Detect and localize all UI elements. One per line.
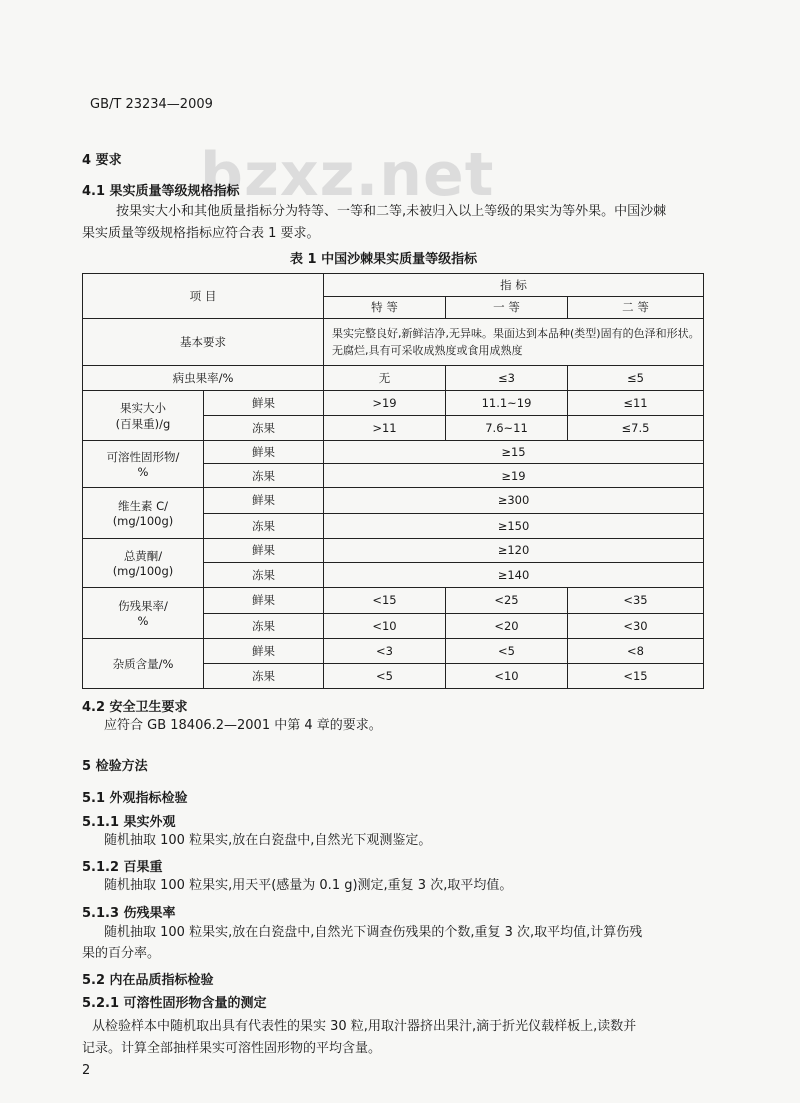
- frozen-fruit-label: 冻果: [204, 563, 324, 588]
- cell-value: <30: [568, 613, 704, 639]
- basic-requirement-label: 基本要求: [83, 319, 324, 365]
- section-4-1-para-line1: 按果实大小和其他质量指标分为特等、一等和二等,未被归入以上等级的果实为等外果。中国沙棘: [116, 204, 667, 219]
- cell-value: >11: [324, 416, 446, 441]
- cell-value: ≥300: [324, 488, 704, 514]
- section-5-1-1-title: 5.1.1 果实外观: [82, 815, 176, 830]
- fresh-fruit-label: 鲜果: [204, 391, 324, 416]
- cell-value: 7.6~11: [446, 416, 568, 441]
- fresh-fruit-label: 鲜果: [204, 639, 324, 664]
- section-4-title: 4 要求: [82, 153, 122, 168]
- cell-value: >19: [324, 391, 446, 416]
- section-4-2-title: 4.2 安全卫生要求: [82, 700, 188, 715]
- cell-value: ≤7.5: [568, 416, 704, 441]
- section-5-title: 5 检验方法: [82, 759, 148, 774]
- cell-value: <3: [324, 639, 446, 664]
- section-5-2-1-para-line1: 从检验样本中随机取出具有代表性的果实 30 粒,用取汁器挤出果汁,滴于折光仪载样板上,读数并: [92, 1019, 637, 1034]
- cell-value: ≤11: [568, 391, 704, 416]
- frozen-fruit-label: 冻果: [204, 613, 324, 639]
- frozen-fruit-label: 冻果: [204, 464, 324, 488]
- cell-value: <25: [446, 587, 568, 613]
- section-5-1-3-para-line1: 随机抽取 100 粒果实,放在白瓷盘中,自然光下调查伤残果的个数,重复 3 次,取平均值,计算伤残: [104, 925, 643, 940]
- vitamin-c-label: 维生素 C/ (mg/100g): [83, 488, 204, 538]
- header-index: 指 标: [324, 274, 704, 297]
- cell-value: <5: [446, 639, 568, 664]
- section-5-2-title: 5.2 内在品质指标检验: [82, 973, 214, 988]
- section-5-1-title: 5.1 外观指标检验: [82, 791, 188, 806]
- section-4-1-para-line2: 果实质量等级规格指标应符合表 1 要求。: [82, 226, 320, 241]
- fresh-fruit-label: 鲜果: [204, 440, 324, 464]
- table-caption: 表 1 中国沙棘果实质量等级指标: [290, 252, 478, 267]
- section-5-2-1-title: 5.2.1 可溶性固形物含量的测定: [82, 996, 267, 1011]
- header-first-grade: 一 等: [446, 296, 568, 319]
- section-5-1-2-title: 5.1.2 百果重: [82, 860, 163, 875]
- cell-value: ≥15: [324, 440, 704, 464]
- cell-value: ≥120: [324, 538, 704, 563]
- frozen-fruit-label: 冻果: [204, 664, 324, 689]
- section-5-2-1-para-line2: 记录。计算全部抽样果实可溶性固形物的平均含量。: [82, 1041, 382, 1056]
- section-5-1-3-para-line2: 果的百分率。: [82, 946, 161, 961]
- frozen-fruit-label: 冻果: [204, 416, 324, 441]
- standard-number: GB/T 23234—2009: [90, 97, 213, 112]
- fresh-fruit-label: 鲜果: [204, 587, 324, 613]
- pest-rate-label: 病虫果率/%: [83, 365, 324, 391]
- section-5-1-2-text: 随机抽取 100 粒果实,用天平(感量为 0.1 g)测定,重复 3 次,取平均值。: [104, 878, 513, 893]
- cell-value: <35: [568, 587, 704, 613]
- frozen-fruit-label: 冻果: [204, 513, 324, 538]
- impurity-content-label: 杂质含量/%: [83, 639, 204, 689]
- fresh-fruit-label: 鲜果: [204, 488, 324, 514]
- cell-value: ≥150: [324, 513, 704, 538]
- fresh-fruit-label: 鲜果: [204, 538, 324, 563]
- cell-value: <15: [568, 664, 704, 689]
- cell-value: <10: [324, 613, 446, 639]
- cell-value: <10: [446, 664, 568, 689]
- cell-value: ≤5: [568, 365, 704, 391]
- flavonoids-label: 总黄酮/ (mg/100g): [83, 538, 204, 587]
- cell-value: ≤3: [446, 365, 568, 391]
- section-5-1-3-title: 5.1.3 伤残果率: [82, 906, 176, 921]
- soluble-solids-label: 可溶性固形物/ %: [83, 440, 204, 487]
- cell-value: <5: [324, 664, 446, 689]
- page-number: 2: [82, 1063, 91, 1078]
- cell-value: ≥19: [324, 464, 704, 488]
- watermark: bzxz.net: [200, 140, 495, 210]
- header-item: 项 目: [83, 274, 324, 319]
- grade-spec-table: [82, 273, 704, 689]
- damaged-fruit-rate-label: 伤残果率/ %: [83, 587, 204, 638]
- header-special-grade: 特 等: [324, 296, 446, 319]
- section-5-1-1-text: 随机抽取 100 粒果实,放在白瓷盘中,自然光下观测鉴定。: [104, 833, 432, 848]
- cell-value: <8: [568, 639, 704, 664]
- header-second-grade: 二 等: [568, 296, 704, 319]
- cell-value: <20: [446, 613, 568, 639]
- cell-value: ≥140: [324, 563, 704, 588]
- fruit-size-label: 果实大小 (百果重)/g: [83, 391, 204, 440]
- cell-value: <15: [324, 587, 446, 613]
- section-4-1-title: 4.1 果实质量等级规格指标: [82, 184, 240, 199]
- section-4-2-text: 应符合 GB 18406.2—2001 中第 4 章的要求。: [104, 718, 382, 733]
- cell-value: 11.1~19: [446, 391, 568, 416]
- basic-requirement-text: 果实完整良好,新鲜洁净,无异味。果面达到本品种(类型)固有的色泽和形状。无腐烂,具有可采收成熟度或食用成熟度: [324, 319, 704, 365]
- cell-value: 无: [324, 365, 446, 391]
